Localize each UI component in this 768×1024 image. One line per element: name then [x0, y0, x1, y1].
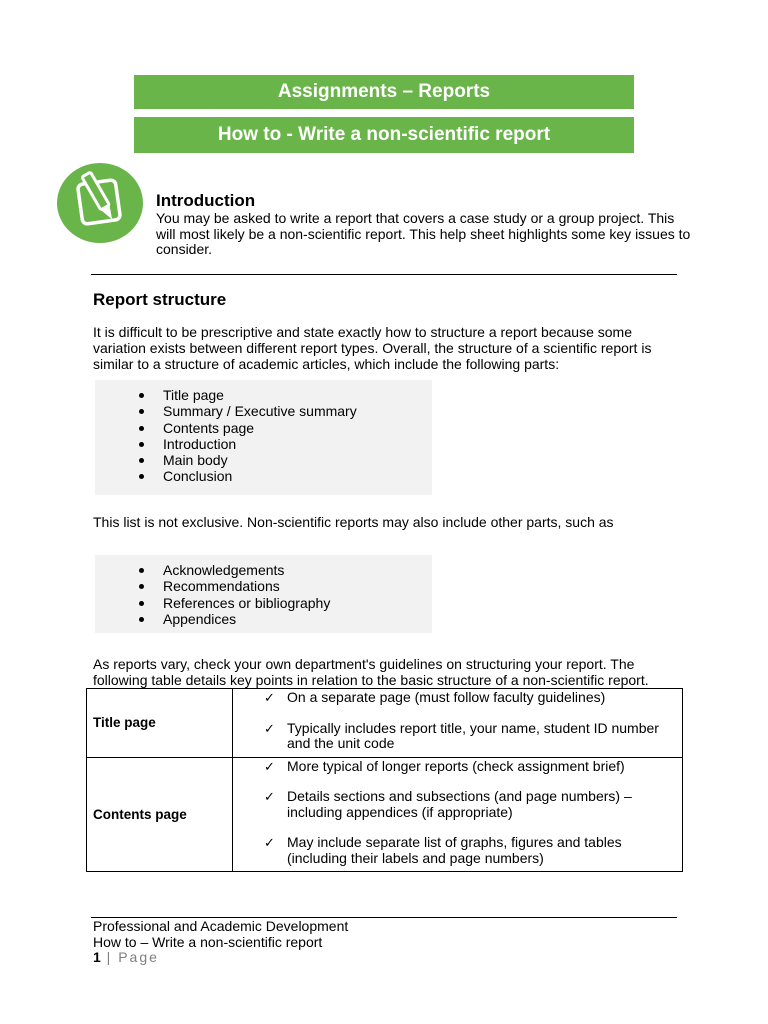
table-point-text: May include separate list of graphs, figures and tables (including their labels and page numbers): [287, 834, 622, 866]
intro-heading: Introduction: [156, 191, 256, 210]
table-row-points: [233, 757, 683, 872]
departments-guidelines-paragraph: As reports vary, check your own department's guidelines on structuring your report. The following table details key points in relation to the basic structure of a non-scientific report.: [93, 656, 649, 688]
list-item: [95, 387, 432, 403]
list-item: [95, 403, 432, 419]
list-item-label: Main body: [163, 452, 228, 469]
not-exclusive-paragraph: This list is not exclusive. Non-scientific reports may also include other parts, such as: [93, 514, 614, 530]
bullet-icon: [139, 601, 144, 606]
table-point-text: More typical of longer reports (check assignment brief): [287, 757, 625, 774]
footer-page-indicator: [93, 950, 348, 966]
list-item-label: Appendices: [163, 610, 237, 627]
list-item-label: Title page: [163, 387, 224, 403]
table-point-text: On a separate page (must follow faculty guidelines): [287, 689, 606, 705]
structure-table: [86, 688, 683, 872]
list-item-label: Summary / Executive summary: [163, 403, 357, 420]
other-parts-box: [95, 555, 432, 633]
table-point: [233, 789, 674, 820]
table-row-points: [233, 689, 683, 758]
checkmark-icon: ✓: [264, 835, 275, 850]
checkmark-icon: ✓: [264, 789, 275, 804]
table-point-text: Typically includes report title, your name, student ID number and the unit code: [287, 719, 659, 751]
bullet-icon: [139, 458, 144, 463]
table-point: [233, 721, 674, 752]
page-label: | Page: [100, 949, 159, 965]
page-footer: [93, 919, 348, 966]
banner-how-to-title: How to - Write a non-scientific report: [134, 117, 634, 153]
report-parts-list: [95, 387, 432, 485]
banner-assignments-reports: Assignments – Reports: [134, 75, 634, 109]
other-parts-list: [95, 562, 432, 627]
bullet-icon: [139, 474, 144, 479]
list-item: [95, 468, 432, 484]
list-item: [95, 611, 432, 627]
table-row: [87, 757, 683, 872]
bullet-icon: [139, 617, 144, 622]
divider: [91, 274, 677, 275]
table-point: [233, 690, 674, 706]
list-item: [95, 420, 432, 436]
bullet-icon: [139, 442, 144, 447]
list-item: [95, 436, 432, 452]
checkmark-icon: ✓: [264, 690, 275, 705]
list-item-label: Conclusion: [163, 468, 233, 485]
bullet-icon: [139, 568, 144, 573]
list-item: [95, 595, 432, 611]
bullet-icon: [139, 426, 144, 431]
list-item: [95, 562, 432, 578]
bullet-icon: [139, 393, 144, 398]
footer-line-department: Professional and Academic Development: [93, 918, 349, 934]
table-row: [87, 689, 683, 758]
table-point: [233, 835, 674, 866]
intro-text: You may be asked to write a report that covers a case study or a group project. This will most likely be a non-scientific report. This help sheet highlights some key issues to consider.: [156, 210, 691, 257]
checkmark-icon: ✓: [264, 720, 275, 736]
list-item-label: Contents page: [163, 419, 255, 436]
footer-line-title: How to – Write a non-scientific report: [93, 933, 323, 950]
list-item-label: Acknowledgements: [163, 562, 285, 578]
list-item: [95, 452, 432, 468]
list-item-label: Recommendations: [163, 578, 280, 595]
table-row-key: Contents page: [87, 757, 233, 872]
checkmark-icon: ✓: [264, 758, 275, 774]
report-structure-paragraph: It is difficult to be prescriptive and state exactly how to structure a report because some variation exists between different report types. Overall, the structure of a scientific report is similar to a structure of academic articles, which include the following parts:: [93, 324, 652, 372]
pen-on-paper-icon: [56, 162, 144, 244]
bullet-icon: [139, 584, 144, 589]
list-item-label: References or bibliography: [163, 594, 331, 611]
page-number: 1: [93, 949, 101, 965]
list-item-label: Introduction: [163, 435, 237, 452]
table-point: [233, 759, 674, 775]
bullet-icon: [139, 409, 144, 414]
table-row-key: Title page: [87, 689, 233, 758]
list-item: [95, 578, 432, 594]
report-parts-box: [95, 380, 432, 495]
section-heading-report-structure: Report structure: [93, 290, 227, 309]
table-point-text: Details sections and subsections (and page numbers) – including appendices (if appropriate): [287, 788, 632, 820]
